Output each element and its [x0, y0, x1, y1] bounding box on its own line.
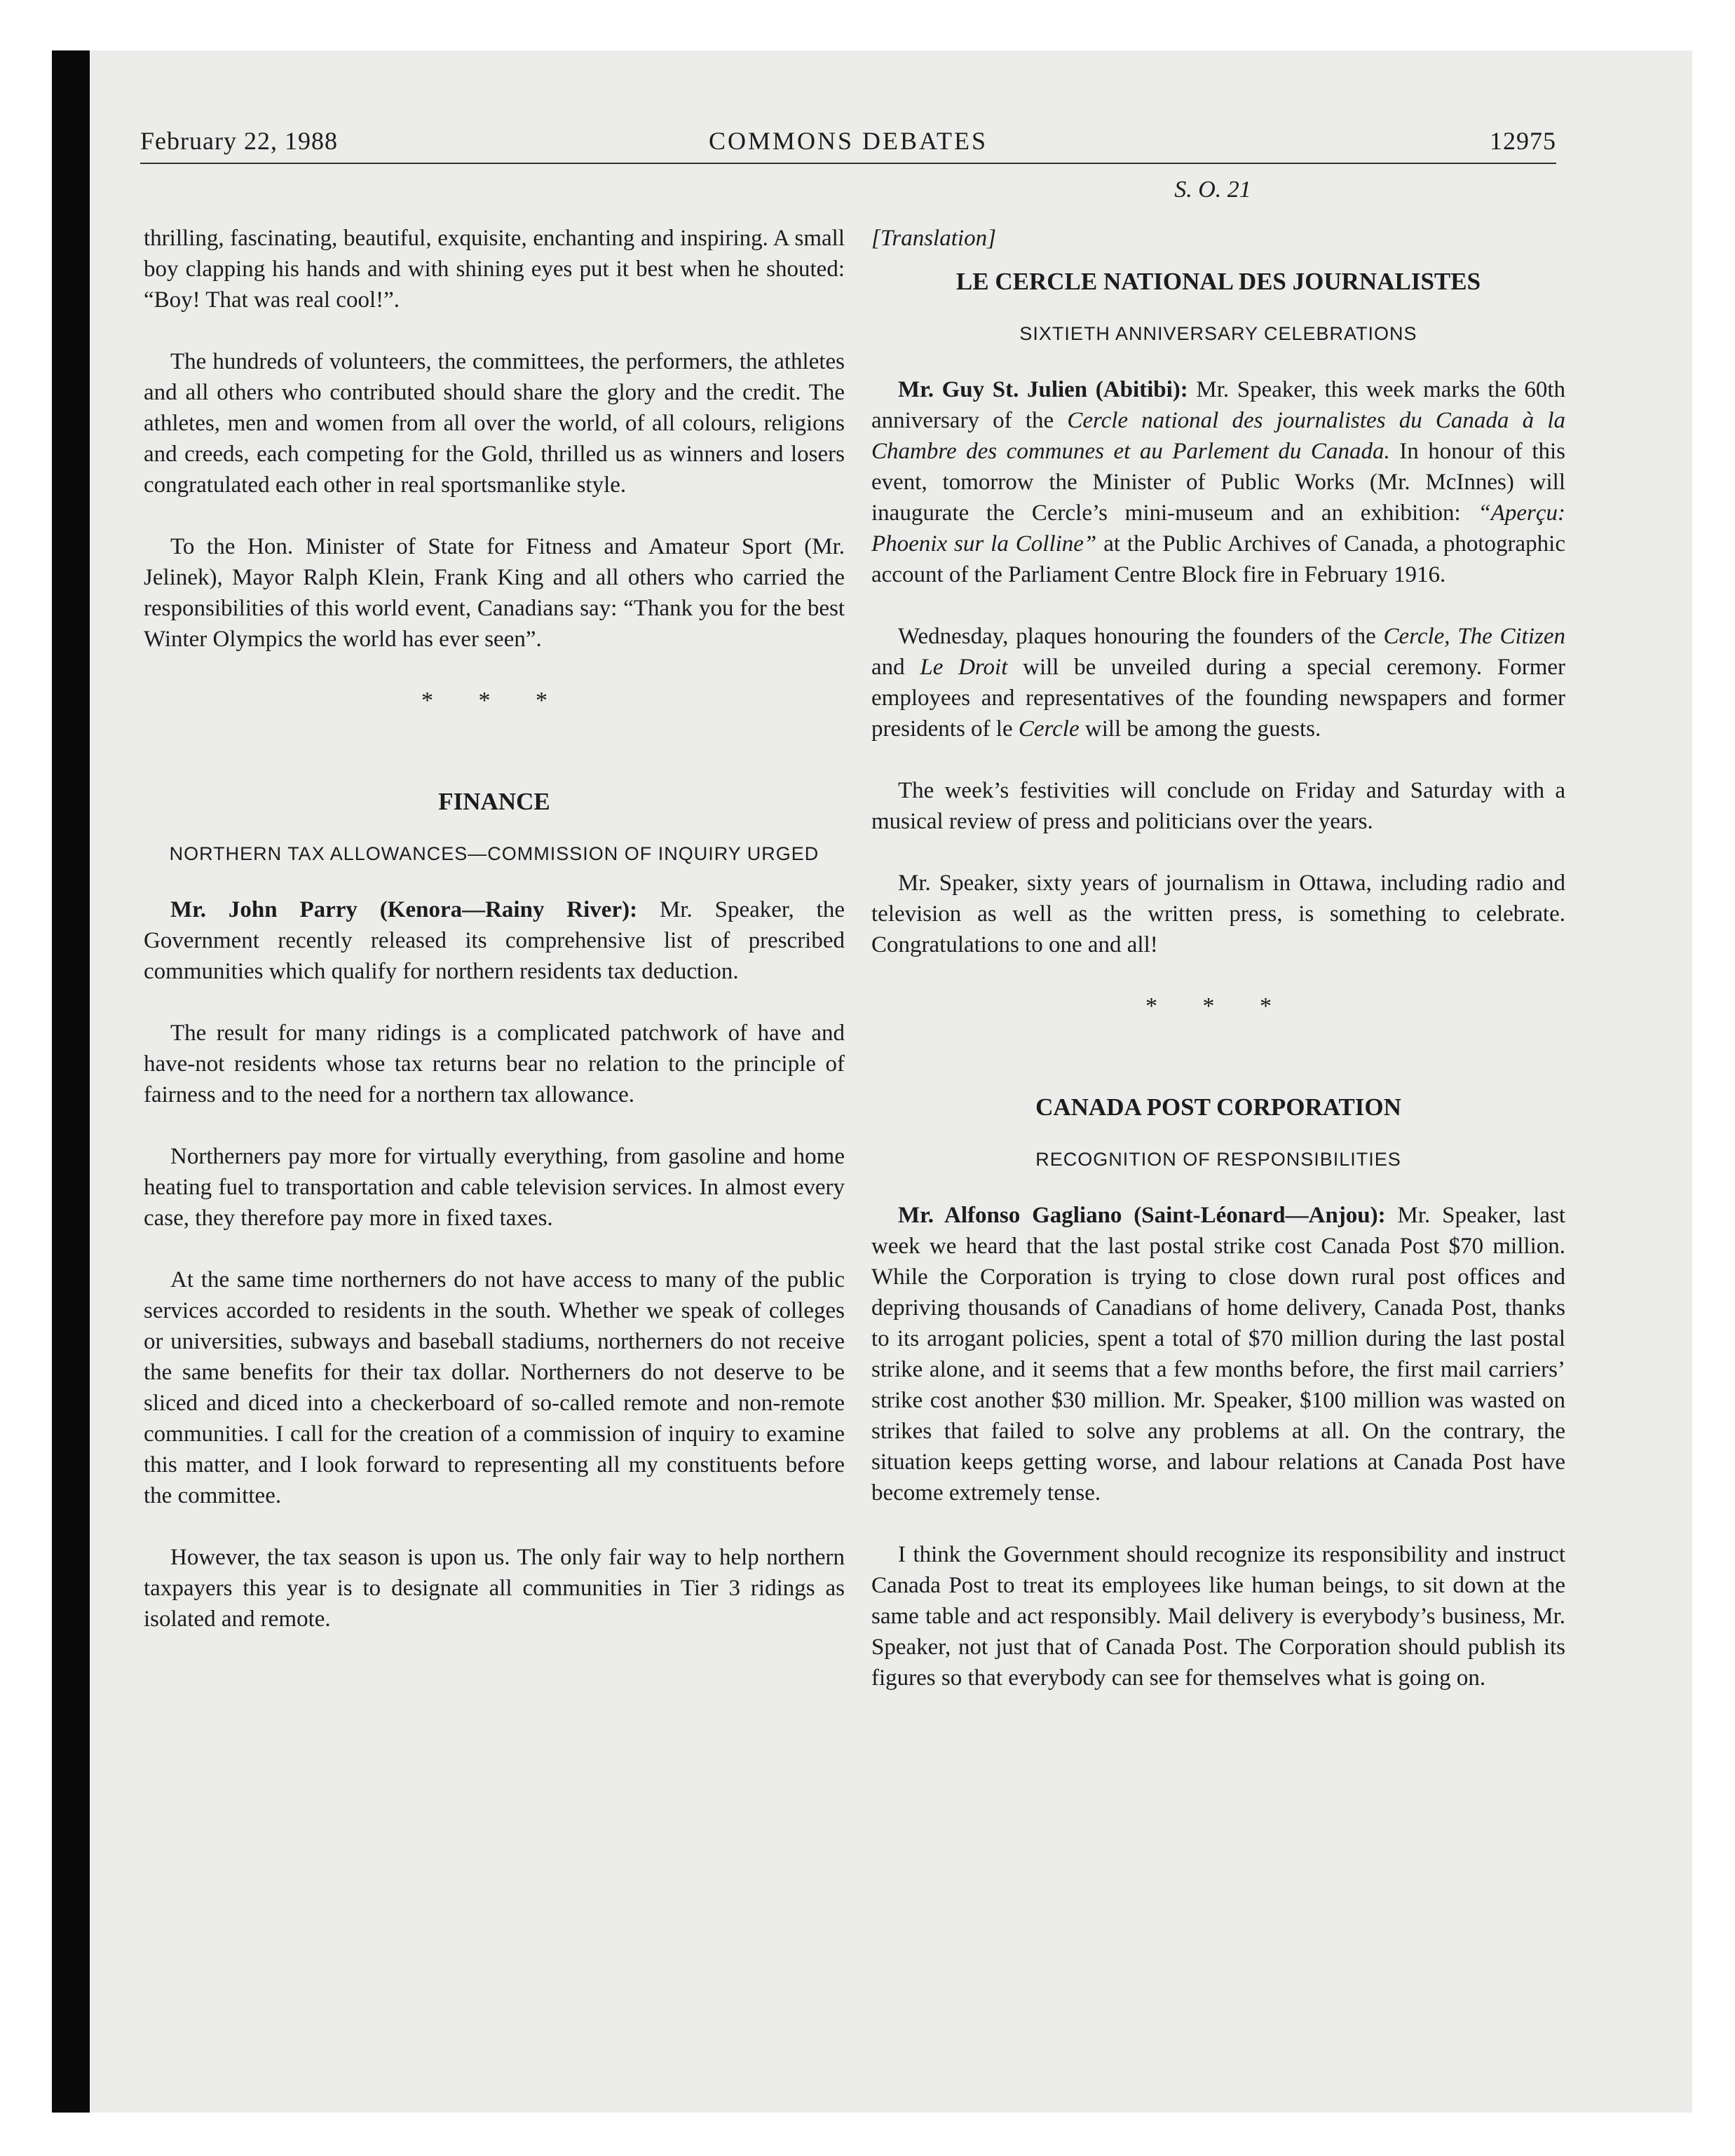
- section-separator: * * *: [421, 688, 567, 714]
- text-run: at the Public Archives of Canada, a photographic account of the Parliament Centre Block fire in February 1916.: [871, 531, 1565, 587]
- text-run: Wednesday, plaques honouring the founders of the: [898, 624, 1376, 649]
- text-run: will be among the guests.: [1084, 716, 1321, 742]
- section-subheading: NORTHERN TAX ALLOWANCES—COMMISSION OF INQUIRY URGED: [169, 843, 819, 864]
- section-heading: LE CERCLE NATIONAL DES JOURNALISTES: [955, 268, 1481, 295]
- text-run: and: [871, 655, 905, 680]
- right-column: [871, 223, 1565, 1724]
- section-marker: S. O. 21: [1174, 177, 1251, 203]
- speaker-name: Mr. Alfonso Gagliano (Saint-Léonard—Anjou):: [898, 1203, 1386, 1228]
- header-date: February 22, 1988: [140, 127, 338, 155]
- header-rule: [140, 163, 1556, 164]
- section-subheading: RECOGNITION OF RESPONSIBILITIES: [1035, 1149, 1401, 1170]
- header-title: COMMONS DEBATES: [708, 127, 988, 155]
- paragraph: The hundreds of volunteers, the committees, the performers, the athletes and all others who contributed should share the glory and the credit. The athletes, men and women from all over the world, of all colours, religions and creeds, each competing for the Gold, thrilled us as winners and losers congratulated each other in real sportsmanlike style.: [144, 349, 845, 498]
- speech-text: Mr. Speaker, the Government recently released its comprehensive list of prescribed communities which qualify for northern residents tax deduction.: [144, 897, 845, 984]
- paragraph: Mr. Speaker, sixty years of journalism in Ottawa, including radio and television as well as the written press, is something to celebrate. Congratulations to one and all!: [871, 871, 1565, 957]
- paragraph: However, the tax season is upon us. The only fair way to help northern taxpayers this year is to designate all communities in Tier 3 ridings as isolated and remote.: [144, 1545, 845, 1632]
- paragraph: I think the Government should recognize its responsibility and instruct Canada Post to treat its employees like human beings, to sit down at the same table and act responsibly. Mail delivery is everybody’s business, Mr. Speaker, not just that of Canada Post. The Corporation should publish its figures so that everybody can see for themselves what is going on.: [871, 1542, 1565, 1691]
- paragraph: The result for many ridings is a complicated patchwork of have and have-not residents whose tax returns bear no relation to the principle of fairness and to the need for a northern tax allowance.: [144, 1021, 845, 1107]
- left-column: [144, 223, 845, 1665]
- paragraph: [871, 621, 1565, 744]
- italic-run: Le Droit: [920, 655, 1008, 680]
- italic-run: Cercle national des journalistes du Canada à la Chambre des communes et au Parlement du Canada.: [871, 408, 1565, 464]
- paragraph: To the Hon. Minister of State for Fitness and Amateur Sport (Mr. Jelinek), Mayor Ralph Klein, Frank King and all others who carried the responsibilities of this world event, Canadians say: “Thank you for the best Winter Olympics the world has ever seen”.: [144, 534, 845, 652]
- paragraph: Northerners pay more for virtually everything, from gasoline and home heating fuel to transportation and cable television services. In almost every case, they therefore pay more in fixed taxes.: [144, 1144, 845, 1231]
- paragraph: The week’s festivities will conclude on Friday and Saturday with a musical review of press and politicians over the years.: [871, 778, 1565, 834]
- speaker-name: Mr. John Parry (Kenora—Rainy River):: [170, 897, 638, 922]
- speech-paragraph: [144, 894, 845, 987]
- page-number: 12975: [1490, 127, 1556, 155]
- speech-paragraph: [871, 1200, 1565, 1508]
- text-run: Mr. Speaker, this week marks the 60th anniversary of the: [871, 377, 1565, 433]
- speech-paragraph: [871, 374, 1565, 590]
- speech-text: Mr. Speaker, last week we heard that the last postal strike cost Canada Post $70 million. While the Corporation is trying to close down rural post offices and depriving thousands of Canadians of home delivery, Canada Post, thanks to its arrogant policies, spent a total of $70 million during the last postal strike alone, and it seems that a few months before, the first mail carriers’ strike cost another $30 million. Mr. Speaker, $100 million was wasted on strikes that failed to solve any problems at all. On the contrary, the situation keeps getting worse, and labour relations at Canada Post have become extremely tense.: [871, 1203, 1565, 1506]
- italic-run: Cercle: [1018, 716, 1080, 742]
- italic-run: “Aperçu: Phoenix sur la Colline”: [871, 500, 1566, 557]
- section-heading: CANADA POST CORPORATION: [1035, 1093, 1401, 1121]
- section-subheading: SIXTIETH ANNIVERSARY CELEBRATIONS: [1019, 323, 1417, 344]
- speaker-name: Mr. Guy St. Julien (Abitibi):: [898, 377, 1188, 402]
- paragraph: At the same time northerners do not have access to many of the public services accorded to residents in the south. Whether we speak of colleges or universities, subways and baseball stadiums, northerners do not receive the same benefits for their tax dollar. Northerners do not deserve to be sliced and diced into a checkerboard of so-called remote and non-remote communities. I call for the creation of a commission of inquiry to examine this matter, and I look forward to representing all my constituents before the committee.: [144, 1267, 845, 1508]
- section-separator: * * *: [1145, 993, 1291, 1019]
- text-run: will be unveiled during a special ceremony. Former employees and representatives of the founding newspapers and former presidents of le: [871, 655, 1565, 742]
- running-header: [140, 126, 1556, 160]
- translation-marker: [Translation]: [871, 226, 996, 251]
- binding-edge: [52, 50, 90, 2113]
- section-heading: FINANCE: [438, 788, 550, 815]
- italic-run: Cercle, The Citizen: [1383, 624, 1565, 649]
- paragraph: thrilling, fascinating, beautiful, exquisite, enchanting and inspiring. A small boy clapping his hands and with shining eyes put it best when he shouted: “Boy! That was real cool!”.: [144, 226, 845, 313]
- text-run: In honour of this event, tomorrow the Minister of Public Works (Mr. McInnes) will inaugurate the Cercle’s mini-museum and an exhibition:: [871, 439, 1566, 526]
